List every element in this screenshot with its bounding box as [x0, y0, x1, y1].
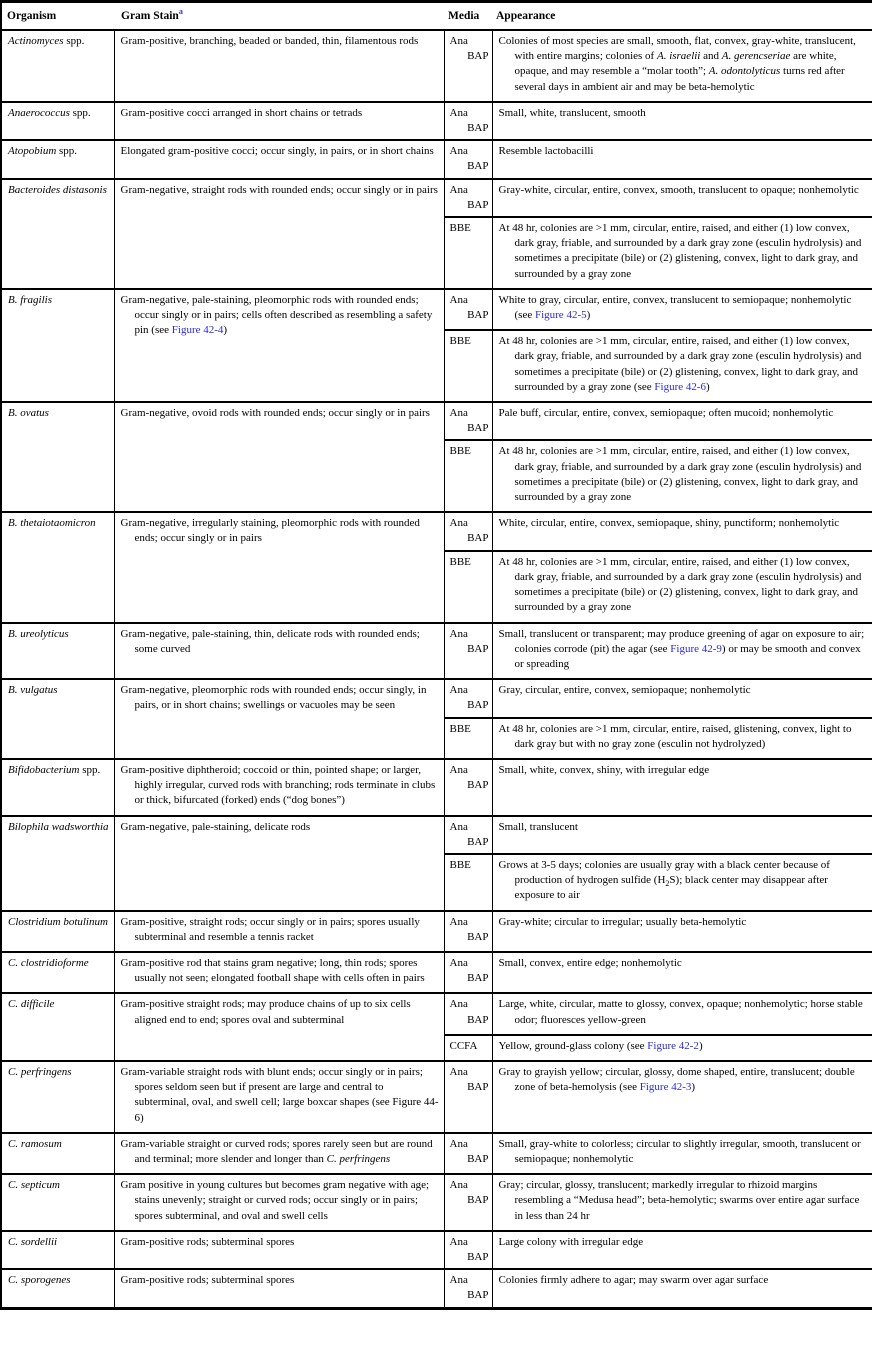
gram-stain-cell: Elongated gram-positive cocci; occur singly, in pairs, or in short chains: [114, 140, 444, 178]
media-cell: [444, 816, 492, 854]
subscript: 2: [665, 879, 670, 889]
species-name: Actinomyces: [8, 35, 64, 47]
media-cell: [444, 402, 492, 440]
media-cell: [444, 1035, 492, 1061]
media-label: BBE: [449, 858, 471, 871]
table-row: [1, 140, 872, 178]
media-cell: [444, 911, 492, 952]
media-cell: [444, 718, 492, 759]
figure-link[interactable]: Figure 42-9: [670, 642, 722, 655]
table-row: [1, 1231, 872, 1269]
media-cell: [444, 1269, 492, 1308]
species-name: C. perfringens: [8, 1065, 72, 1078]
species-name: A. gerencseriae: [721, 50, 791, 63]
appearance-cell: Small, translucent or transparent; may produce greening of agar on exposure to air; colonies corrode (pit) the agar (see Figure 42-9) or may be smooth and convex or spreading: [492, 623, 872, 680]
organism-cell: [1, 1231, 114, 1269]
organism-cell: [1, 1269, 114, 1308]
appearance-cell: Small, translucent: [492, 816, 872, 854]
species-name: C. difficile: [8, 998, 55, 1011]
table-row: [1, 993, 872, 1034]
media-label: BBE: [449, 722, 471, 735]
media-cell: [444, 217, 492, 289]
species-name: Bilophila wadsworthia: [8, 820, 109, 833]
media-cell: [444, 952, 492, 993]
table-header: [1, 2, 872, 31]
species-name: Bacteroides distasonis: [8, 183, 107, 196]
appearance-cell: At 48 hr, colonies are >1 mm, circular, entire, raised, and either (1) low convex, dark gray, friable, and surrounded by a dark gray zone (esculin hydrolysis) and sometimes a precipitate (bile) or (2) glistening, convex, light to dark gray, and surrounded by a gray zone: [492, 217, 872, 289]
media-cell: [444, 759, 492, 816]
species-name: C. septicum: [8, 1179, 60, 1192]
organism-cell: [1, 1133, 114, 1174]
media-label: BAP: [467, 930, 489, 943]
media-label: Ana: [449, 183, 468, 196]
media-label: BAP: [467, 309, 489, 322]
table-row: [1, 402, 872, 440]
appearance-cell: Colonies of most species are small, smooth, flat, convex, gray-white, translucent, with entire margins; colonies of A. israelii and A. gerencseriae are white, opaque, and may resemble a “molar tooth”; A. odontolyticus turns red after several days in ambient air and may be beta-hemolytic: [492, 30, 872, 102]
media-label: BAP: [467, 1152, 489, 1165]
media-cell: [444, 1231, 492, 1269]
column-header-appearance: [492, 2, 872, 31]
gram-stain-cell: Gram-positive rods; subterminal spores: [114, 1231, 444, 1269]
appearance-cell: Large, white, circular, matte to glossy, convex, opaque; nonhemolytic; horse stable odor; fluoresces yellow-green: [492, 993, 872, 1034]
gram-stain-cell: Gram-negative, ovoid rods with rounded ends; occur singly or in pairs: [114, 402, 444, 512]
organism-cell: [1, 179, 114, 289]
table-row: [1, 512, 872, 550]
media-label: Ana: [449, 1179, 468, 1192]
species-name: Bifidobacterium: [8, 763, 80, 776]
media-label: BAP: [467, 122, 489, 135]
organism-cell: Atopobium spp.: [1, 140, 114, 178]
species-name: B. ureolyticus: [8, 627, 69, 640]
media-label: Ana: [449, 627, 468, 640]
media-label: Ana: [449, 1274, 468, 1287]
table-row: [1, 679, 872, 717]
appearance-cell: White to gray, circular, entire, convex, translucent to semiopaque; nonhemolytic (see Figure 42-5): [492, 289, 872, 330]
species-name: C. perfringens: [326, 1152, 391, 1165]
appearance-cell: Pale buff, circular, entire, convex, semiopaque; often mucoid; nonhemolytic: [492, 402, 872, 440]
media-label: Ana: [449, 517, 468, 530]
media-cell: [444, 1061, 492, 1133]
organism-cell: [1, 512, 114, 622]
appearance-cell: Small, white, convex, shiny, with irregular edge: [492, 759, 872, 816]
species-name: C. sporogenes: [8, 1274, 71, 1287]
media-label: Ana: [449, 763, 468, 776]
appearance-cell: At 48 hr, colonies are >1 mm, circular, entire, raised, glistening, convex, light to dark gray but with no gray zone (esculin not hydrolyzed): [492, 718, 872, 759]
media-label: BAP: [467, 642, 489, 655]
media-label: Ana: [449, 35, 468, 47]
media-label: BAP: [467, 699, 489, 712]
media-cell: [444, 623, 492, 680]
organism-cell: [1, 1174, 114, 1231]
media-label: BAP: [467, 422, 489, 435]
media-cell: [444, 30, 492, 102]
species-name: B. fragilis: [8, 293, 53, 306]
media-label: BAP: [467, 972, 489, 985]
appearance-cell: Small, convex, entire edge; nonhemolytic: [492, 952, 872, 993]
species-name: C. sordellii: [8, 1235, 58, 1248]
media-label: BAP: [467, 198, 489, 211]
media-label: Ana: [449, 106, 468, 119]
appearance-cell: Large colony with irregular edge: [492, 1231, 872, 1269]
organism-cell: [1, 289, 114, 402]
table-row: [1, 179, 872, 217]
gram-stain-cell: Gram-negative, pale-staining, delicate rods: [114, 816, 444, 911]
gram-stain-cell: Gram-positive straight rods; may produce chains of up to six cells aligned end to end; spores oval and subterminal: [114, 993, 444, 1061]
media-label: BAP: [467, 50, 489, 63]
table-row: [1, 1174, 872, 1231]
column-header-label: Organism: [7, 10, 57, 22]
table-row: [1, 759, 872, 816]
species-name: A. israelii: [656, 50, 701, 63]
table-row: [1, 30, 872, 102]
media-label: Ana: [449, 145, 468, 158]
column-header-label: Gram Stain: [121, 10, 179, 22]
media-label: BAP: [467, 1289, 489, 1302]
table-row: [1, 1133, 872, 1174]
appearance-cell: Gray-white; circular to irregular; usually beta-hemolytic: [492, 911, 872, 952]
media-cell: [444, 1174, 492, 1231]
appearance-cell: At 48 hr, colonies are >1 mm, circular, entire, raised, and either (1) low convex, dark gray, friable, and surrounded by a dark gray zone (esculin hydrolysis) and sometimes a precipitate (bile) or (2) glistening, convex, light to dark gray, and surrounded by a gray zone: [492, 440, 872, 512]
appearance-cell: Yellow, ground-glass colony (see Figure 42-2): [492, 1035, 872, 1061]
figure-link[interactable]: Figure 42-5: [534, 309, 587, 322]
organism-cell: Anaerococcus spp.: [1, 102, 114, 140]
table-row: [1, 1269, 872, 1308]
organism-cell: Bifidobacterium spp.: [1, 759, 114, 816]
gram-stain-cell: Gram-positive cocci arranged in short chains or tetrads: [114, 102, 444, 140]
media-label: BBE: [449, 445, 471, 458]
media-cell: [444, 140, 492, 178]
media-label: Ana: [449, 1065, 468, 1078]
appearance-cell: Resemble lactobacilli: [492, 140, 872, 178]
column-header-organism: [1, 2, 114, 31]
table-row: [1, 623, 872, 680]
media-label: Ana: [449, 1235, 468, 1248]
media-cell: [444, 512, 492, 550]
figure-link[interactable]: Figure 42-3: [639, 1081, 692, 1094]
media-label: Ana: [449, 1137, 468, 1150]
gram-stain-cell: Gram-positive diphtheroid; coccoid or thin, pointed shape; or larger, highly irregular, curved rods with branching; rods terminate in clubs or thick, bifurcated (forked) ends (“dog bones”): [114, 759, 444, 816]
media-label: BAP: [467, 1251, 489, 1263]
media-cell: [444, 440, 492, 512]
figure-link[interactable]: Figure 42-6: [654, 380, 707, 393]
gram-stain-cell: Gram-variable straight or curved rods; spores rarely seen but are round and terminal; more slender and longer than C. perfringens: [114, 1133, 444, 1174]
species-name: A. odontolyticus: [708, 65, 781, 78]
table-row: [1, 1061, 872, 1133]
media-label: Ana: [449, 998, 468, 1011]
column-header-media: [444, 2, 492, 31]
media-label: BAP: [467, 532, 489, 545]
organism-cell: [1, 952, 114, 993]
media-label: Ana: [449, 956, 468, 969]
media-label: BAP: [467, 835, 489, 848]
species-name: Clostridium botulinum: [8, 915, 108, 928]
gram-stain-cell: Gram-variable straight rods with blunt ends; occur singly or in pairs; spores seldom seen but if present are large and central to subterminal, oval, and swell cell; large boxcar shapes (see Figure 44-6): [114, 1061, 444, 1133]
gram-stain-cell: Gram-positive rods; subterminal spores: [114, 1269, 444, 1308]
appearance-cell: Grows at 3-5 days; colonies are usually gray with a black center because of production of hydrogen sulfide $(H_2S)$; black center may disappear after exposure to air: [492, 854, 872, 911]
appearance-cell: Small, gray-white to colorless; circular to slightly irregular, smooth, translucent or semiopaque; nonhemolytic: [492, 1133, 872, 1174]
media-label: CCFA: [449, 1039, 478, 1052]
table-row: [1, 102, 872, 140]
organism-cell: [1, 993, 114, 1061]
appearance-cell: Colonies firmly adhere to agar; may swarm over agar surface: [492, 1269, 872, 1308]
media-label: BAP: [467, 1194, 489, 1207]
appearance-cell: White, circular, entire, convex, semiopaque, shiny, punctiform; nonhemolytic: [492, 512, 872, 550]
media-label: Ana: [449, 915, 468, 928]
gram-stain-cell: Gram positive in young cultures but becomes gram negative with age; stains unevenly; straight or curved rods; occur singly or in pairs; spores subterminal, and oval and swell cells: [114, 1174, 444, 1231]
table-body: [1, 30, 872, 1308]
media-label: BBE: [449, 335, 471, 348]
table-row: [1, 816, 872, 854]
media-cell: [444, 179, 492, 217]
media-label: Ana: [449, 293, 468, 306]
figure-link[interactable]: Figure 42-2: [647, 1039, 699, 1052]
gram-stain-cell: Gram-negative, straight rods with rounded ends; occur singly or in pairs: [114, 179, 444, 289]
species-name: C. ramosum: [8, 1137, 62, 1150]
species-name: C. clostridioforme: [8, 956, 89, 969]
media-cell: [444, 854, 492, 911]
figure-link[interactable]: Figure 42-4: [171, 324, 224, 337]
organism-cell: [1, 679, 114, 759]
media-cell: [444, 551, 492, 623]
table-row: [1, 289, 872, 330]
appearance-cell: Small, white, translucent, smooth: [492, 102, 872, 140]
gram-stain-cell: Gram-negative, pale-staining, thin, delicate rods with rounded ends; some curved: [114, 623, 444, 680]
species-name: Atopobium: [8, 145, 57, 158]
media-label: BBE: [449, 555, 471, 568]
gram-stain-cell: Gram-positive, branching, beaded or banded, thin, filamentous rods: [114, 30, 444, 102]
appearance-cell: Gray; circular, glossy, translucent; markedly irregular to rhizoid margins resembling a “Medusa head”; beta-hemolytic; swarms over entire agar surface in less than 24 hr: [492, 1174, 872, 1231]
footnote-marker[interactable]: a: [178, 7, 183, 17]
gram-stain-cell: Gram-negative, pleomorphic rods with rounded ends; occur singly, in pairs, or in short chains; swellings or vacuoles may be seen: [114, 679, 444, 759]
gram-stain-cell: Gram-negative, irregularly staining, pleomorphic rods with rounded ends; occur singly or in pairs: [114, 512, 444, 622]
species-name: B. thetaiotaomicron: [8, 517, 96, 530]
media-cell: [444, 289, 492, 330]
gram-stain-cell: Gram-negative, pale-staining, pleomorphic rods with rounded ends; occur singly or in pairs; cells often described as resembling a safety pin (see Figure 42-4): [114, 289, 444, 402]
appearance-cell: At 48 hr, colonies are >1 mm, circular, entire, raised, and either (1) low convex, dark gray, friable, and surrounded by a dark gray zone (esculin hydrolysis) and sometimes a precipitate (bile) or (2) glistening, convex, light to dark gray, and surrounded by a gray zone: [492, 551, 872, 623]
media-cell: [444, 1133, 492, 1174]
organism-cell: [1, 911, 114, 952]
column-header-gram-stain: [114, 2, 444, 31]
media-cell: [444, 330, 492, 402]
column-header-label: Media: [448, 10, 480, 22]
media-label: Ana: [449, 407, 468, 420]
media-cell: [444, 993, 492, 1034]
species-name: B. vulgatus: [8, 684, 58, 697]
organism-cell: [1, 623, 114, 680]
media-cell: [444, 679, 492, 717]
media-label: Ana: [449, 820, 468, 833]
appearance-cell: Gray-white, circular, entire, convex, smooth, translucent to opaque; nonhemolytic: [492, 179, 872, 217]
species-name: B. ovatus: [8, 407, 49, 420]
organism-cell: Actinomyces spp.: [1, 30, 114, 102]
organism-cell: [1, 402, 114, 512]
organism-cell: [1, 1061, 114, 1133]
gram-stain-cell: Gram-positive, straight rods; occur singly or in pairs; spores usually subterminal and resemble a tennis racket: [114, 911, 444, 952]
header-row: [1, 2, 872, 31]
gram-stain-cell: Gram-positive rod that stains gram negative; long, thin rods; spores usually not seen; elongated football shape with cells often in pairs: [114, 952, 444, 993]
media-label: BAP: [467, 779, 489, 792]
media-label: BAP: [467, 160, 489, 173]
media-label: Ana: [449, 684, 468, 697]
organism-cell: [1, 816, 114, 911]
appearance-cell: Gray to grayish yellow; circular, glossy, dome shaped, entire, translucent; double zone of beta-hemolysis (see Figure 42-3): [492, 1061, 872, 1133]
table-row: [1, 911, 872, 952]
table-row: [1, 952, 872, 993]
media-label: BAP: [467, 1013, 489, 1026]
species-name: Anaerococcus: [8, 106, 70, 119]
media-label: BBE: [449, 222, 471, 235]
media-cell: [444, 102, 492, 140]
appearance-cell: At 48 hr, colonies are >1 mm, circular, entire, raised, and either (1) low convex, dark gray, friable, and surrounded by a dark gray zone (esculin hydrolysis) and sometimes a precipitate (bile) or (2) glistening, convex, light to dark gray, and surrounded by a gray zone (see Figure 42-6): [492, 330, 872, 402]
media-label: BAP: [467, 1081, 489, 1094]
column-header-label: Appearance: [496, 10, 556, 22]
appearance-cell: Gray, circular, entire, convex, semiopaque; nonhemolytic: [492, 679, 872, 717]
